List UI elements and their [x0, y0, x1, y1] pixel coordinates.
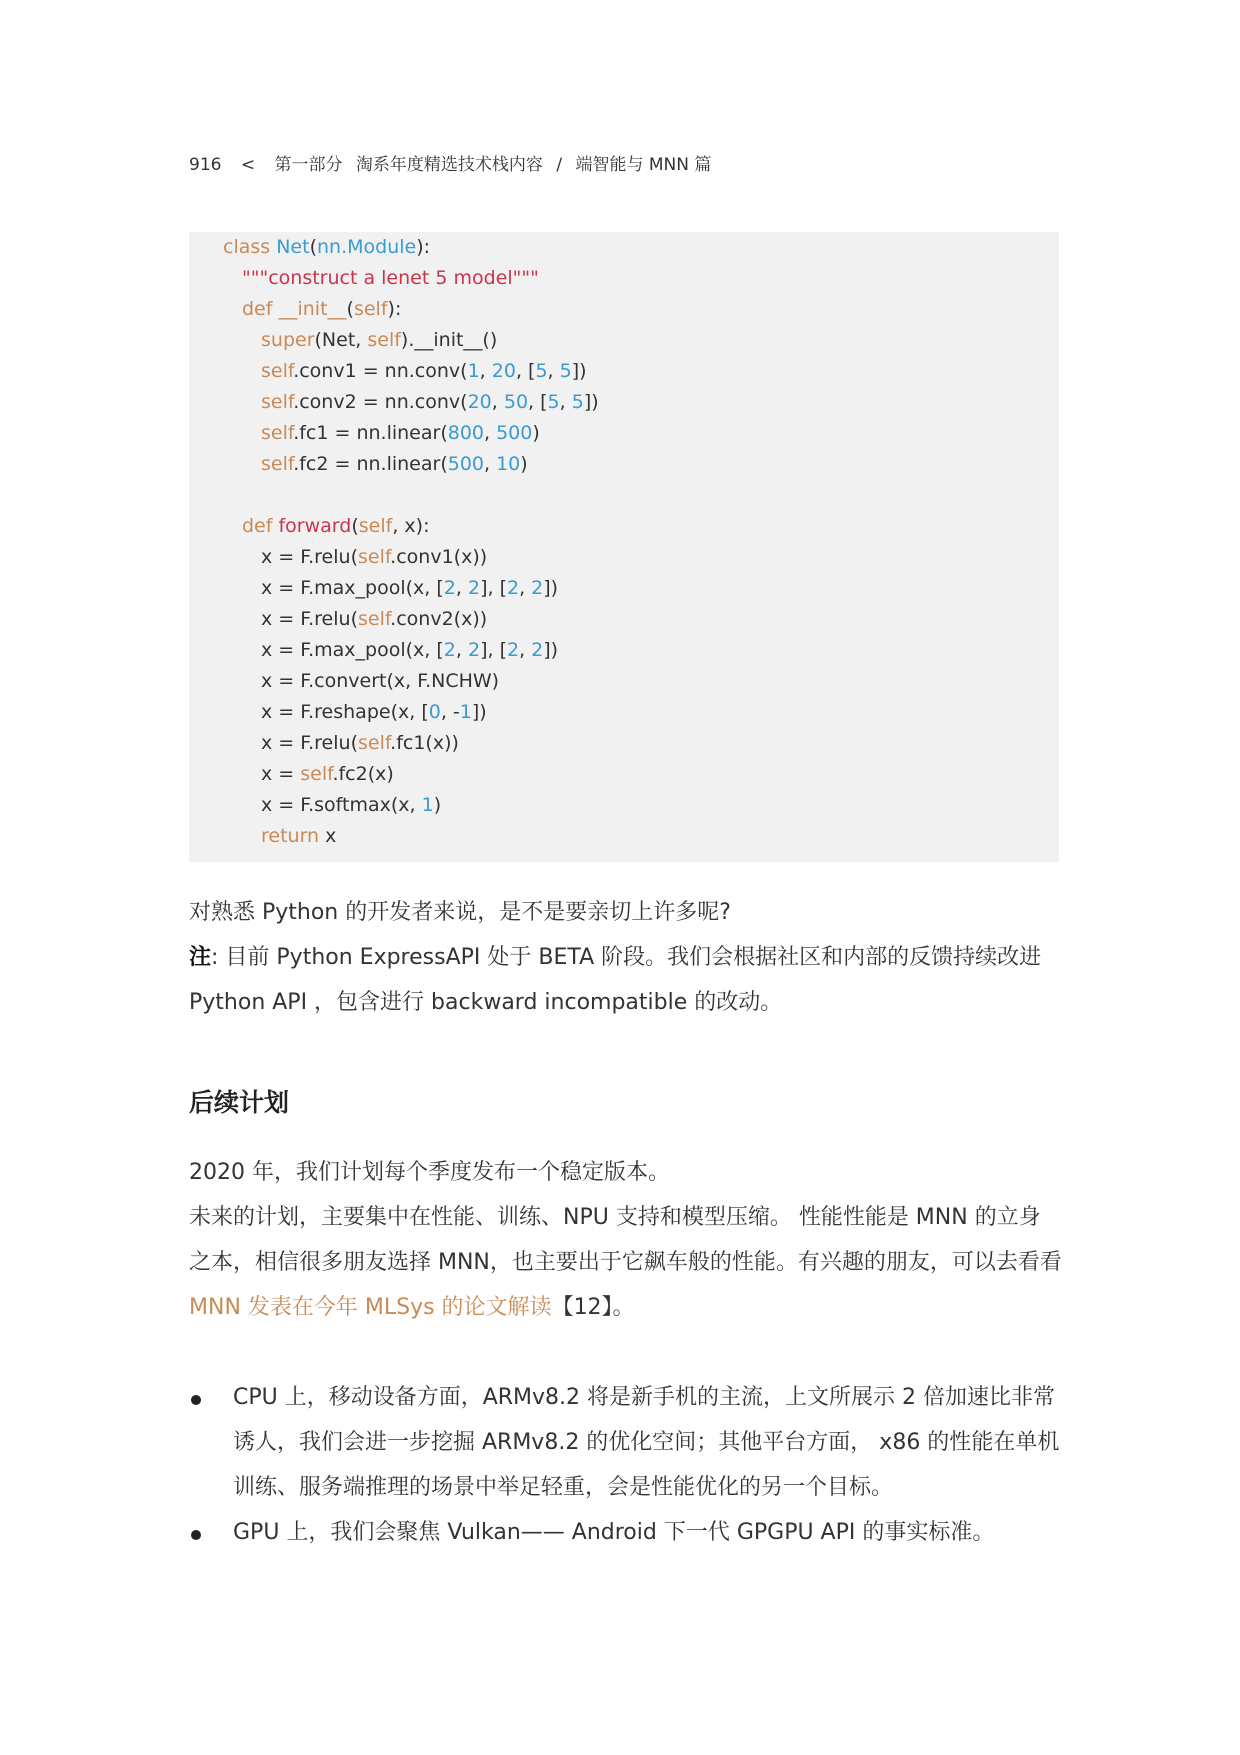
- code-token: (: [346, 298, 354, 320]
- bullet-cpu-line-1: CPU 上，移动设备方面，ARMv8.2 将是新手机的主流，上文所展示 2 倍加速比非常: [233, 1385, 1056, 1410]
- code-token: forward: [278, 515, 352, 537]
- code-token: 2: [531, 577, 544, 599]
- code-token: , x):: [392, 515, 430, 537]
- code-token: def: [242, 298, 279, 320]
- code-token: 800: [447, 422, 484, 444]
- code-token: 2: [506, 577, 520, 599]
- code-line: [261, 604, 487, 635]
- code-token: self: [353, 298, 388, 320]
- code-token: , [: [528, 391, 548, 413]
- code-line: [261, 728, 459, 759]
- code-token: (: [351, 515, 359, 537]
- code-token: self: [358, 515, 393, 537]
- code-token: .fc1(x)): [390, 732, 459, 754]
- code-line: [261, 635, 558, 666]
- code-token: ], [: [480, 639, 507, 661]
- code-token: x = F.convert(x, F.NCHW): [261, 670, 500, 692]
- code-line: [261, 821, 336, 852]
- code-token: self: [367, 329, 401, 351]
- code-token: ,: [484, 453, 497, 475]
- paragraph-python-friendly: 对熟悉 Python 的开发者来说，是不是要亲切上许多呢?: [189, 900, 731, 925]
- code-token: 10: [496, 453, 521, 475]
- code-token: 2: [506, 639, 520, 661]
- code-token: ], [: [480, 577, 507, 599]
- header-part-title: 淘系年度精选技术栈内容: [355, 155, 543, 175]
- code-token: , [: [515, 360, 536, 382]
- code-token: ,: [491, 391, 504, 413]
- code-line: [261, 666, 499, 697]
- code-token: ): [532, 422, 540, 444]
- header-chapter: 端智能与 MNN 篇: [575, 155, 712, 175]
- code-token: 2: [467, 639, 481, 661]
- code-token: x = F.softmax(x,: [261, 794, 422, 816]
- code-token: 2: [443, 577, 456, 599]
- code-token: .conv2(x)): [390, 608, 488, 630]
- code-token: super: [261, 329, 315, 351]
- code-token: 1: [421, 794, 434, 816]
- code-token: self: [261, 453, 294, 475]
- code-token: ]): [543, 639, 559, 661]
- bullet-dot-gpu: [189, 1528, 203, 1542]
- code-line: [261, 449, 528, 480]
- paragraph-future-line-3: [189, 1285, 1059, 1330]
- code-token: .conv1(x)): [390, 546, 488, 568]
- code-token: 50: [503, 391, 529, 413]
- running-header: [189, 152, 725, 178]
- code-line: [261, 387, 599, 418]
- code-token: ]): [583, 391, 599, 413]
- code-line: [261, 356, 587, 387]
- bullet-gpu-line-1: GPU 上，我们会聚焦 Vulkan—— Android 下一代 GPGPU API 的事实标准。: [233, 1520, 995, 1545]
- code-token: x: [325, 825, 337, 847]
- code-token: 5: [571, 391, 584, 413]
- code-token: 20: [467, 391, 492, 413]
- bullet-cpu-line-2: 诱人，我们会进一步挖掘 ARMv8.2 的优化空间；其他平台方面， x86 的性能在单机: [233, 1430, 1060, 1455]
- code-token: ]): [471, 701, 487, 723]
- paragraph-release-plan: 2020 年，我们计划每个季度发布一个稳定版本。: [189, 1160, 670, 1185]
- code-token: ]): [571, 360, 587, 382]
- bullet-cpu-line-3: 训练、服务端推理的场景中举足轻重，会是性能优化的另一个目标。: [233, 1475, 894, 1500]
- code-token: 1: [467, 360, 480, 382]
- code-token: 5: [547, 391, 560, 413]
- code-token: ,: [547, 360, 560, 382]
- code-token: self: [357, 546, 391, 568]
- code-token: 5: [535, 360, 548, 382]
- paper-link[interactable]: MNN 发表在今年 MLSys 的论文解读: [189, 1295, 552, 1320]
- code-line: [261, 697, 487, 728]
- code-token: self: [300, 763, 333, 785]
- code-token: ,: [455, 639, 468, 661]
- header-part: 第一部分: [274, 155, 343, 175]
- code-token: ): [520, 453, 528, 475]
- code-token: .fc2(x): [332, 763, 394, 785]
- code-token: .fc1 = nn.linear(: [293, 422, 448, 444]
- code-token: nn.Module: [317, 236, 417, 258]
- code-token: 2: [467, 577, 481, 599]
- code-token: x = F.relu(: [261, 546, 358, 568]
- code-token: 500: [447, 453, 484, 475]
- bullet-dot-cpu: [189, 1393, 203, 1407]
- code-token: self: [357, 732, 391, 754]
- code-token: ,: [484, 422, 497, 444]
- code-line: [261, 542, 487, 573]
- code-line: [261, 759, 394, 790]
- code-token: (: [309, 236, 317, 258]
- code-token: ]): [543, 577, 559, 599]
- code-token: .fc2 = nn.linear(: [293, 453, 448, 475]
- page-number: 916: [189, 155, 222, 175]
- note-line-1: [189, 935, 1059, 980]
- code-token: """construct a lenet 5 model""": [242, 267, 539, 289]
- code-token: return: [261, 825, 326, 847]
- code-line: [242, 511, 429, 542]
- code-token: 0: [428, 701, 441, 723]
- code-line: [261, 325, 497, 356]
- note-label: 注: [189, 945, 212, 970]
- header-separator: <: [240, 155, 256, 175]
- paragraph-future-line-2: 之本，相信很多朋友选择 MNN，也主要出于它飙车般的性能。有兴趣的朋友，可以去看看: [189, 1250, 1062, 1275]
- code-line: [242, 294, 401, 325]
- code-token: ): [433, 794, 442, 816]
- code-token: ):: [416, 236, 431, 258]
- code-token: ):: [387, 298, 402, 320]
- code-token: 2: [443, 639, 456, 661]
- code-block: [189, 232, 1059, 862]
- code-token: Net: [276, 236, 310, 258]
- code-token: x = F.reshape(x, [: [261, 701, 429, 723]
- section-heading: 后续计划: [189, 1088, 290, 1117]
- code-token: 5: [559, 360, 572, 382]
- code-token: .conv2 = nn.conv(: [293, 391, 468, 413]
- header-slash: /: [556, 155, 563, 175]
- reference-mark: 【12】。: [551, 1295, 635, 1320]
- code-token: __init__: [278, 298, 347, 320]
- code-line: [242, 263, 539, 294]
- code-token: .conv1 = nn.conv(: [293, 360, 468, 382]
- code-token: x = F.max_pool(x, [: [261, 577, 444, 599]
- paragraph-future-line-1: 未来的计划，主要集中在性能、训练、NPU 支持和模型压缩。 性能性能是 MNN 的立身: [189, 1205, 1041, 1230]
- code-token: x = F.relu(: [261, 732, 358, 754]
- code-line: [261, 790, 441, 821]
- code-line: [223, 232, 430, 263]
- code-token: ,: [559, 391, 572, 413]
- code-token: , -: [440, 701, 460, 723]
- code-line: [261, 573, 558, 604]
- code-token: ).__init__(): [400, 329, 498, 351]
- code-token: self: [261, 422, 294, 444]
- code-line: [261, 418, 540, 449]
- code-token: def: [242, 515, 279, 537]
- code-token: ,: [519, 577, 532, 599]
- code-token: x = F.relu(: [261, 608, 358, 630]
- code-token: x =: [261, 763, 301, 785]
- note-line-2: Python API ，包含进行 backward incompatible 的改动。: [189, 990, 783, 1015]
- code-token: self: [357, 608, 391, 630]
- code-token: 500: [496, 422, 533, 444]
- code-token: ,: [455, 577, 468, 599]
- code-token: self: [261, 391, 294, 413]
- note-text-1: : 目前 Python ExpressAPI 处于 BETA 阶段。我们会根据社区和内部的反馈持续改进: [211, 945, 1042, 970]
- code-token: (Net,: [314, 329, 368, 351]
- code-token: 1: [459, 701, 472, 723]
- code-token: self: [261, 360, 294, 382]
- code-token: class: [223, 236, 277, 258]
- code-token: x = F.max_pool(x, [: [261, 639, 444, 661]
- code-token: ,: [479, 360, 492, 382]
- code-token: 20: [491, 360, 516, 382]
- code-token: ,: [519, 639, 532, 661]
- code-token: 2: [531, 639, 544, 661]
